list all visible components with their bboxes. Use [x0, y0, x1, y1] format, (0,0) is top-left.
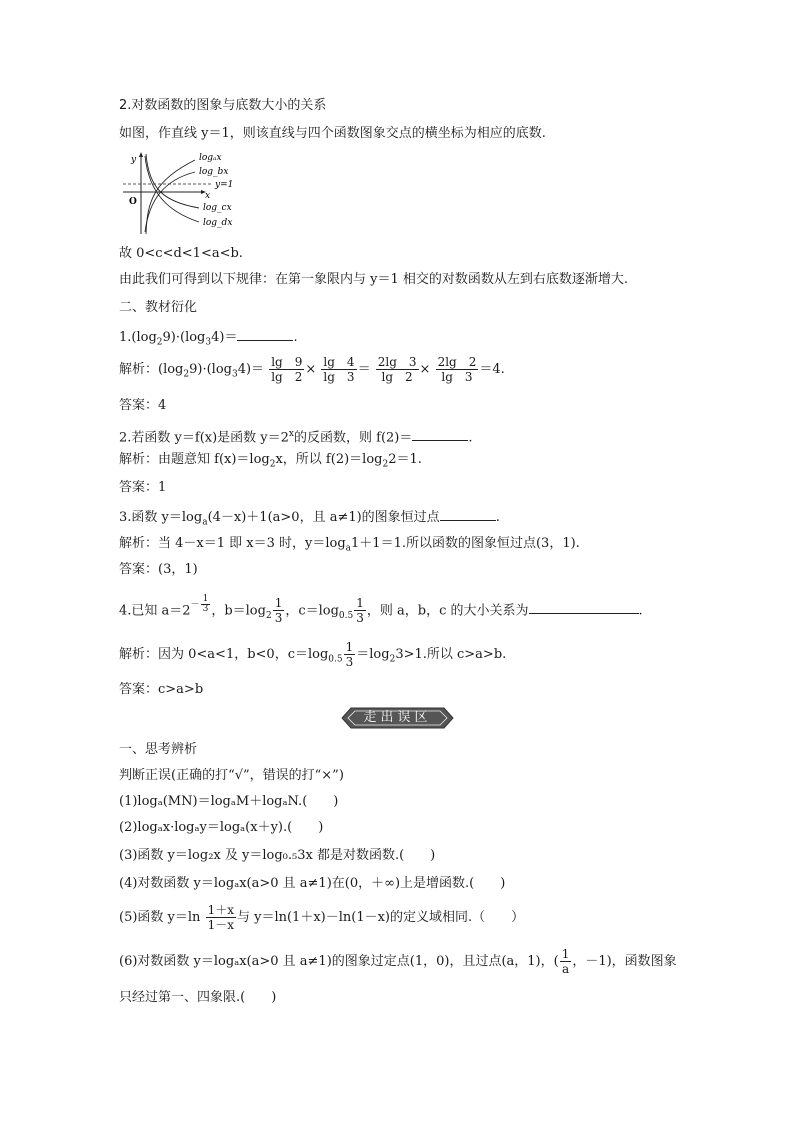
rule-text: 由此我们可得到以下规律：在第一象限内与 y＝1 相交的对数函数从左到右底数逐渐增大. [119, 272, 629, 287]
curve-label-b: log_bx [199, 167, 229, 177]
q3-answer: 答案：(3，1) [119, 562, 198, 577]
q4-question: 4.已知 $a=2^{- \frac{1}{3}}$ ，$b=\log_2$ $\frac{1}{3}$ ，$c=\log_{0.5}$ $\frac{1}{3}$ ，则 a，b，c 的大小关系为 . [119, 594, 643, 626]
judge-item-5: (5)函数 y＝ln $\frac{1+x}{1-x}$ 与 y＝ln(1＋x)－ln(1－x)的定义域相同.（ ） [119, 903, 525, 932]
x-axis-label: x [205, 191, 211, 201]
curve-label-c: log_cx [203, 203, 232, 213]
item6-fraction: $\frac{1}{a}$ [561, 947, 570, 976]
judge-intro: 判断正误(正确的打“√”，错误的打“×”) [119, 768, 344, 783]
judge-item-4: (4)对数函数 y＝logₐx(a>0 且 a≠1)在(0，＋∞)上是增函数.( ) [119, 876, 506, 891]
q1-fraction-1: $\frac{\lg 9}{\lg 2}$ [271, 355, 303, 384]
q1-fraction-3: $\frac{2\lg 3}{\lg 2}$ [377, 355, 417, 384]
q1-answer: 答案：4 [119, 398, 167, 413]
judge-item-6: (6)对数函数 y＝logₐx(a>0 且 a≠1)的图象过定点(1，0)，且过点(a，1)，( $\frac{1}{a}$ ，－1)，函数图象 [119, 947, 677, 976]
banner-text: 走出误区 [363, 710, 432, 725]
heading-textbook: 二、教材衍化 [119, 300, 198, 315]
judge-item-6-cont: 只经过第一、四象限.( ) [119, 990, 277, 1005]
heading-think: 一、思考辨析 [119, 742, 198, 757]
q1-fraction-4: $\frac{2\lg 2}{\lg 3}$ [437, 355, 477, 384]
y-axis-arrow [139, 152, 143, 157]
q2-answer: 答案：1 [119, 480, 167, 495]
curve-label-a: logₐx [199, 153, 222, 163]
item5-fraction: $\frac{1+x}{1-x}$ [207, 903, 234, 932]
q4-answer: 答案：c>a>b [119, 682, 204, 697]
section-title: 2.对数函数的图象与底数大小的关系 [119, 98, 327, 113]
q4-b-fraction: $\frac{1}{3}$ [274, 596, 283, 626]
q3-answer-blank [440, 508, 496, 521]
origin-label: O [129, 197, 137, 207]
q1-solution: 解析：$(\log_29)\cdot(\log_34)=$ $\frac{\lg 9}{\lg 2}$ × $\frac{\lg 4}{\lg 3}$ ＝ $\frac{2\lg 3}{\lg 2}$ × $\frac{2\lg 2}{\lg 3}$ ＝4. [119, 355, 505, 384]
q1-fraction-2: $\frac{\lg 4}{\lg 3}$ [323, 355, 355, 384]
q4-answer-blank [529, 601, 639, 614]
log-graph-figure [119, 150, 259, 236]
intro-text: 如图，作直线 y＝1，则该直线与四个函数图象交点的横坐标为相应的底数. [119, 126, 546, 141]
q4-c-fraction: $\frac{1}{3}$ [356, 596, 364, 626]
q4-sol-fraction: $\frac{1}{3}$ [345, 640, 354, 669]
q1-answer-blank [237, 328, 293, 341]
q3-solution: 解析：当 4－x＝1 即 x＝3 时，$y=\log_a1+1=1$.所以函数的图象恒过点(3，1). [119, 536, 580, 554]
conclusion-text: 故 0<c<d<1<a<b. [119, 246, 243, 261]
y1-line-label: y=1 [215, 180, 234, 190]
q2-answer-blank [412, 428, 468, 441]
y-axis-label: y [131, 155, 137, 165]
q3-question: 3.函数 $y=\log_a(4-x)+1(a>0$，且 a≠1)的图象恒过点 . [119, 510, 500, 528]
log-graph-svg [119, 150, 259, 236]
judge-item-2: (2)logₐx·logₐy＝logₐ(x＋y).( ) [119, 820, 324, 835]
q1-question: $1.(\log_29)\cdot(\log_34)=$ . [119, 330, 298, 348]
q2-question: 2.若函数 y＝f(x)是函数 $y=2^x$的反函数，则 f(2)＝ . [119, 429, 473, 446]
section-banner [341, 707, 454, 729]
q4-solution: 解析：因为 0<a<1，b<0，$c=\log_{0.5}$ $\frac{1}{3}$ $=\log_23>1$.所以 c>a>b. [119, 640, 507, 669]
q2-solution: 解析：由题意知 $f(x)=\log_2x$，所以 $f(2)=\log_22=1$. [119, 452, 422, 470]
judge-item-1: (1)logₐ(MN)＝logₐM＋logₐN.( ) [119, 794, 339, 809]
curve-log-a [146, 160, 195, 234]
judge-item-3: (3)函数 y＝log₂x 及 y＝log₀.₅3x 都是对数函数.( ) [119, 848, 436, 863]
curve-label-d: log_dx [203, 218, 233, 228]
curve-log-d [145, 156, 199, 222]
